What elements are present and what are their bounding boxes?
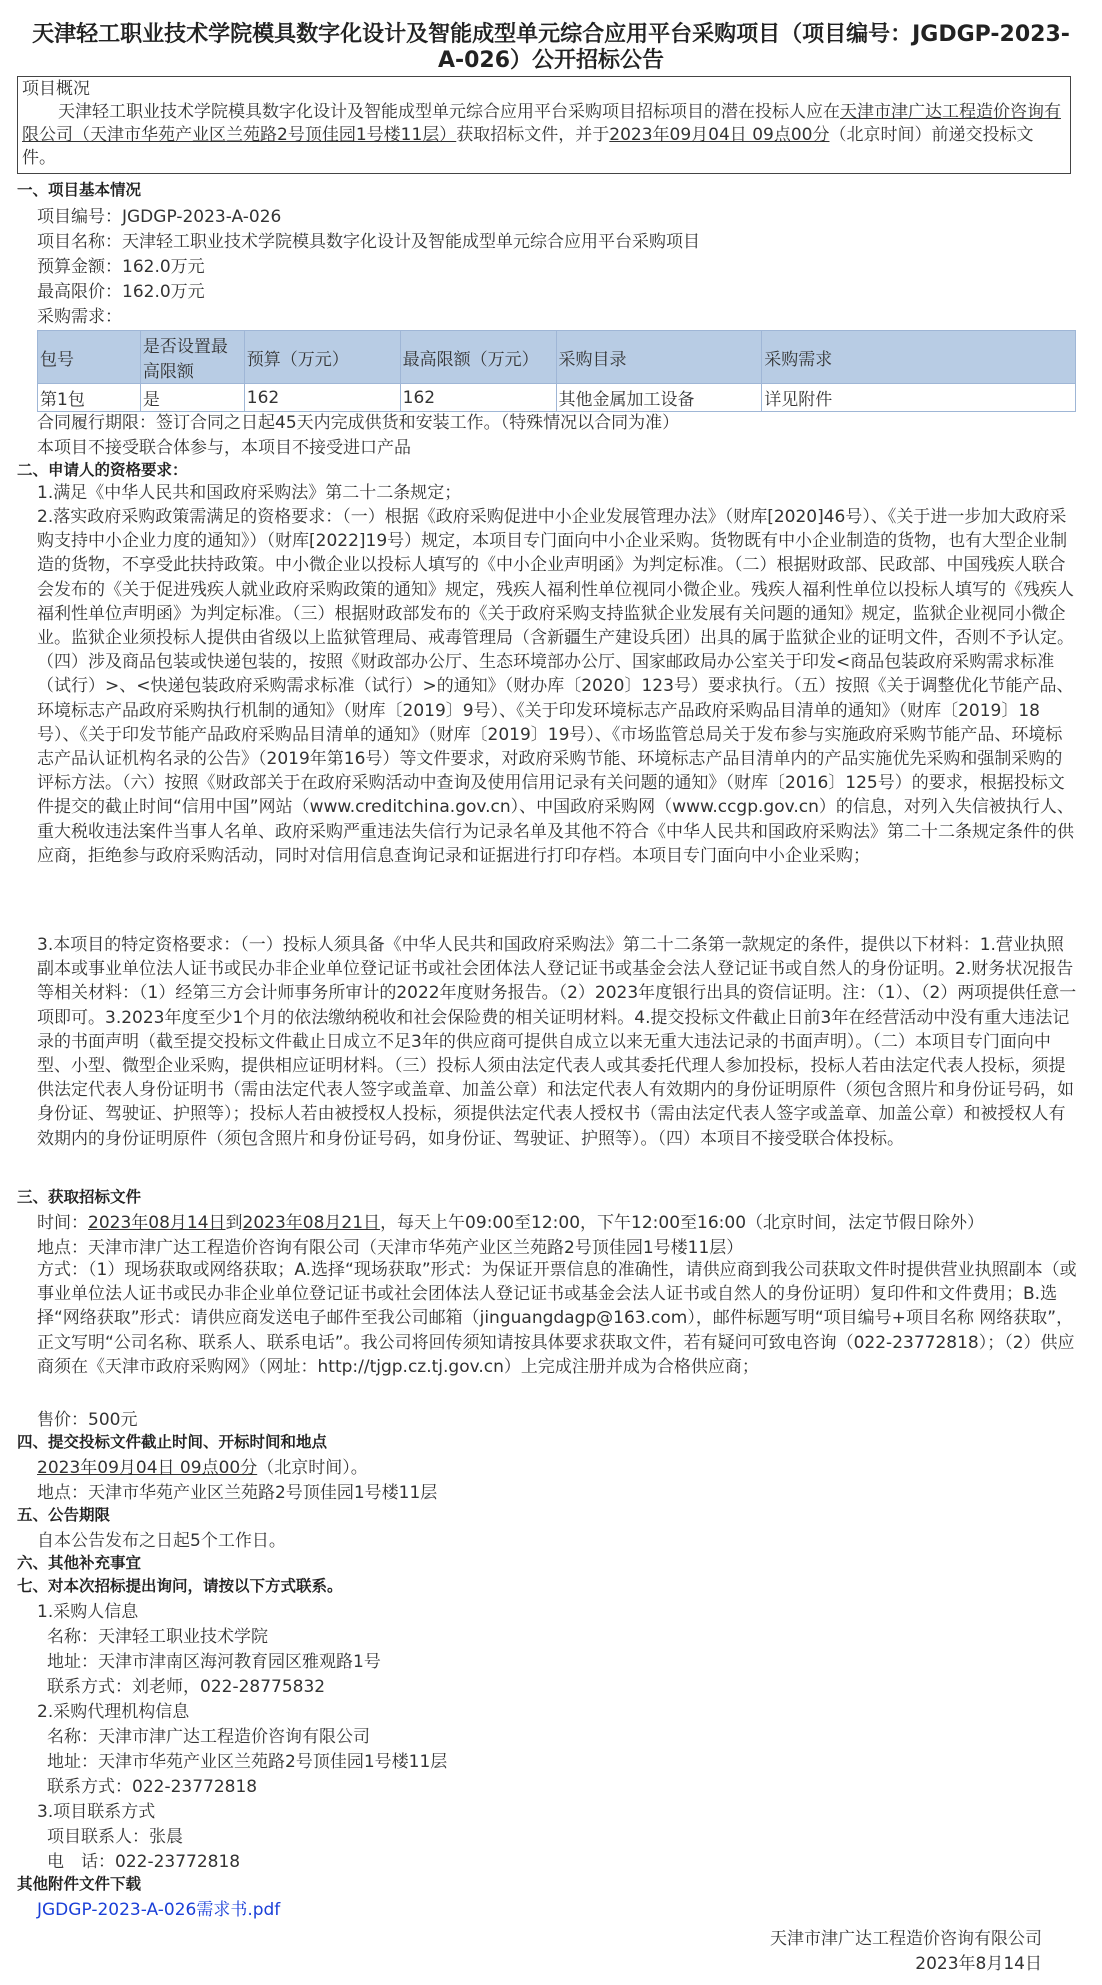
section-3-heading: 三、获取招标文件 xyxy=(17,1188,142,1206)
cell-lot: 第1包 xyxy=(38,384,141,412)
cell-budget: 162 xyxy=(244,384,400,412)
budget-amount: 预算金额：162.0万元 xyxy=(37,257,205,277)
overview-text-3: 获取招标文件，并于 xyxy=(456,125,610,145)
obtain-time-label: 时间： xyxy=(37,1213,88,1233)
submission-deadline xyxy=(37,1453,368,1478)
obtain-time-to: 到 xyxy=(225,1213,243,1233)
section-1-heading: 一、项目基本情况 xyxy=(17,181,142,199)
purchaser-heading: 1.采购人信息 xyxy=(37,1602,139,1622)
notice-period: 自本公告发布之日起5个工作日。 xyxy=(37,1531,286,1551)
document-price: 售价：500元 xyxy=(37,1410,138,1430)
lot-table xyxy=(37,330,1076,412)
submission-place: 地点：天津市华苑产业区兰苑路2号顶佳园1号楼11层 xyxy=(37,1483,438,1503)
obtain-place: 地点：天津市津广达工程造价咨询有限公司（天津市华苑产业区兰苑路2号顶佳园1号楼11层） xyxy=(37,1238,744,1258)
cell-catalog: 其他金属加工设备 xyxy=(556,384,762,412)
max-price: 最高限价：162.0万元 xyxy=(37,282,205,302)
purchaser-name: 名称：天津轻工职业技术学院 xyxy=(47,1627,268,1647)
obtain-time xyxy=(37,1208,984,1233)
project-code: 项目编号：JGDGP-2023-A-026 xyxy=(37,207,282,227)
section-7-heading: 七、对本次招标提出询问，请按以下方式联系。 xyxy=(17,1577,343,1595)
agent-heading: 2.采购代理机构信息 xyxy=(37,1702,190,1722)
obtain-hours: ，每天上午09:00至12:00，下午12:00至16:00（北京时间，法定节假日除外） xyxy=(380,1213,985,1233)
page-title: 天津轻工职业技术学院模具数字化设计及智能成型单元综合应用平台采购项目（项目编号：JGDGP-2023-A-026）公开招标公告 xyxy=(32,22,1070,73)
section-5-heading: 五、公告期限 xyxy=(17,1506,111,1524)
qualification-1: 1.满足《中华人民共和国政府采购法》第二十二条规定； xyxy=(37,483,462,503)
procurement-needs-label: 采购需求： xyxy=(37,307,122,327)
project-contact-phone: 电 话：022-23772818 xyxy=(47,1852,241,1872)
project-overview-box xyxy=(17,76,1071,174)
header-catalog: 采购目录 xyxy=(556,331,762,384)
overview-deadline: 2023年09月04日 09点00分 xyxy=(609,125,830,145)
overview-text-5: （北京时间）前递交投标文件。 xyxy=(22,125,1034,168)
obtain-method: 方式：（1）现场获取或网络获取；A.选择“现场获取”形式：为保证开票信息的准确性，请供应商到我公司获取文件时提供营业执照副本（或事业单位法人证书或民办非企业单位登记证书或社会团体法人登记证书或基金会法人证书或自然人的身份证明）复印件和文件费用；B.选择“网络获取”形式：请供应商发送电子邮件至我公司邮箱（jinguangdagp@163.com），邮件标题写明“项目编号+项目名称 网络获取”，正文写明“公司名称、联系人、联系电话”。我公司将回传须知请按具体要求获取文件，若有疑问可致电咨询（022-23772818）；（2）供应商须在《天津市政府采购网》（网址：http://tjgp.cz.tj.gov.cn）上完成注册并成为合格供应商； xyxy=(37,1260,1077,1377)
project-contact-person: 项目联系人：张晨 xyxy=(47,1827,183,1847)
lot-table-header xyxy=(38,331,1076,384)
header-limit: 最高限额（万元） xyxy=(400,331,556,384)
header-has-limit: 是否设置最高限额 xyxy=(140,331,244,384)
submission-deadline-suffix: （北京时间）。 xyxy=(257,1458,368,1478)
overview-text-1: 天津轻工职业技术学院模具数字化设计及智能成型单元综合应用平台采购项目招标项目的潜在投标人应在 xyxy=(58,102,840,122)
project-name: 项目名称：天津轻工职业技术学院模具数字化设计及智能成型单元综合应用平台采购项目 xyxy=(37,232,700,252)
agent-contact: 联系方式：022-23772818 xyxy=(47,1777,258,1797)
purchaser-address: 地址：天津市津南区海河教育园区雅观路1号 xyxy=(47,1652,381,1672)
header-needs: 采购需求 xyxy=(762,331,1076,384)
section-6-heading: 六、其他补充事宜 xyxy=(17,1554,142,1572)
section-2-heading: 二、申请人的资格要求： xyxy=(17,461,188,479)
attachments-heading: 其他附件文件下载 xyxy=(17,1875,142,1893)
contract-period: 合同履行期限：签订合同之日起45天内完成供货和安装工作。（特殊情况以合同为准） xyxy=(37,413,680,433)
cell-has-limit: 是 xyxy=(140,384,244,412)
qualification-2: 2.落实政府采购政策需满足的资格要求：（一）根据《政府采购促进中小企业发展管理办法》（财库[2020]46号）、《关于进一步加大政府采购支持中小企业力度的通知》）（财库[2022]19号）规定，本项目专门面向中小企业采购。货物既有中小企业制造的货物，也有大型企业制造的货物，不享受此扶持政策。中小微企业以投标人填写的《中小企业声明函》为判定标准。（二）根据财政部、民政部、中国残疾人联合会发布的《关于促进残疾人就业政府采购政策的通知》规定，残疾人福利性单位视同小微企业。残疾人福利性单位以投标人填写的《残疾人福利性单位声明函》为判定标准。（三）根据财政部发布的《关于政府采购支持监狱企业发展有关问题的通知》规定，监狱企业视同小微企业。监狱企业须投标人提供由省级以上监狱管理局、戒毒管理局（含新疆生产建设兵团）出具的属于监狱企业的证明文件，否则不予认定。（四）涉及商品包装或快递包装的，按照《财政部办公厅、生态环境部办公厅、国家邮政局办公室关于印发<商品包装政府采购需求标准（试行）>、<快递包装政府采购需求标准（试行）>的通知》（财办库〔2020〕123号）要求执行。（五）按照《关于调整优化节能产品、环境标志产品政府采购执行机制的通知》（财库〔2019〕9号）、《关于印发环境标志产品政府采购品目清单的通知》（财库〔2019〕18号）、《关于印发节能产品政府采购品目清单的通知》（财库〔2019〕19号）、《市场监管总局关于发布参与实施政府采购节能产品、环境标志产品认证机构名录的公告》（2019年第16号）等文件要求，对政府采购节能、环境标志产品目清单内的产品实施优先采购和强制采购的评标方法。（六）按照《财政部关于在政府采购活动中查询及使用信用记录有关问题的通知》（财库〔2016〕125号）的要求，根据投标文件提交的截止时间“信用中国”网站（www.creditchina.gov.cn）、中国政府采购网（www.ccgp.gov.cn）的信息，对列入失信被执行人、重大税收违法案件当事人名单、政府采购严重违法失信行为记录名单及其他不符合《中华人民共和国政府采购法》第二十二条规定条件的供应商，拒绝参与政府采购活动，同时对信用信息查询记录和证据进行打印存档。本项目专门面向中小企业采购； xyxy=(37,507,1074,866)
submission-deadline-date: 2023年09月04日 09点00分 xyxy=(37,1458,258,1478)
header-lot: 包号 xyxy=(38,331,141,384)
obtain-end-date: 2023年08月21日 xyxy=(242,1213,381,1233)
footer-date: 2023年8月14日 xyxy=(915,1954,1042,1974)
footer-company: 天津市津广达工程造价咨询有限公司 xyxy=(770,1929,1042,1949)
project-contact-heading: 3.项目联系方式 xyxy=(37,1802,156,1822)
qualification-3: 3.本项目的特定资格要求：（一）投标人须具备《中华人民共和国政府采购法》第二十二条第一款规定的条件，提供以下材料：1.营业执照副本或事业单位法人证书或民办非企业单位登记证书或社会团体法人登记证书或基金会法人登记证书或自然人的身份证明。2.财务状况报告等相关材料：（1）经第三方会计师事务所审计的2022年度财务报告。（2）2023年度银行出具的资信证明。注：（1）、（2）两项提供任意一项即可。3.2023年度至少1个月的依法缴纳税收和社会保险费的相关证明材料。4.提交投标文件截止日前3年在经营活动中没有重大违法记录的书面声明（截至提交投标文件截止日成立不足3年的供应商可提供自成立以来无重大违法记录的书面声明）。（二）本项目专门面向中型、小型、微型企业采购，提供相应证明材料。（三）投标人须由法定代表人或其委托代理人参加投标，投标人若由法定代表人投标，须提供法定代表人身份证明书（需由法定代表人签字或盖章、加盖公章）和法定代表人有效期内的身份证明原件（须包含照片和身份证号码，如身份证、驾驶证、护照等）；投标人若由被授权人投标，须提供法定代表人授权书（需由法定代表人签字或盖章、加盖公章）和被授权人有效期内的身份证明原件（须包含照片和身份证号码，如身份证、驾驶证、护照等）。（四）本项目不接受联合体投标。 xyxy=(37,935,1077,1149)
purchaser-contact: 联系方式：刘老师，022-28775832 xyxy=(47,1677,326,1697)
header-budget: 预算（万元） xyxy=(244,331,400,384)
consortium-note: 本项目不接受联合体参与，本项目不接受进口产品 xyxy=(37,438,411,458)
agent-name: 名称：天津市津广达工程造价咨询有限公司 xyxy=(47,1727,370,1747)
attachment-link[interactable]: JGDGP-2023-A-026需求书.pdf xyxy=(37,1900,281,1920)
overview-text xyxy=(22,101,1066,170)
cell-limit: 162 xyxy=(400,384,556,412)
section-4-heading: 四、提交投标文件截止时间、开标时间和地点 xyxy=(17,1433,328,1451)
overview-label: 项目概况 xyxy=(22,79,90,99)
agent-address: 地址：天津市华苑产业区兰苑路2号顶佳园1号楼11层 xyxy=(47,1752,448,1772)
cell-needs: 详见附件 xyxy=(762,384,1076,412)
obtain-start-date: 2023年08月14日 xyxy=(88,1213,226,1233)
overview-agency-address: 天津市津广达工程造价咨询有限公司（天津市华苑产业区兰苑路2号顶佳园1号楼11层） xyxy=(22,102,1061,145)
